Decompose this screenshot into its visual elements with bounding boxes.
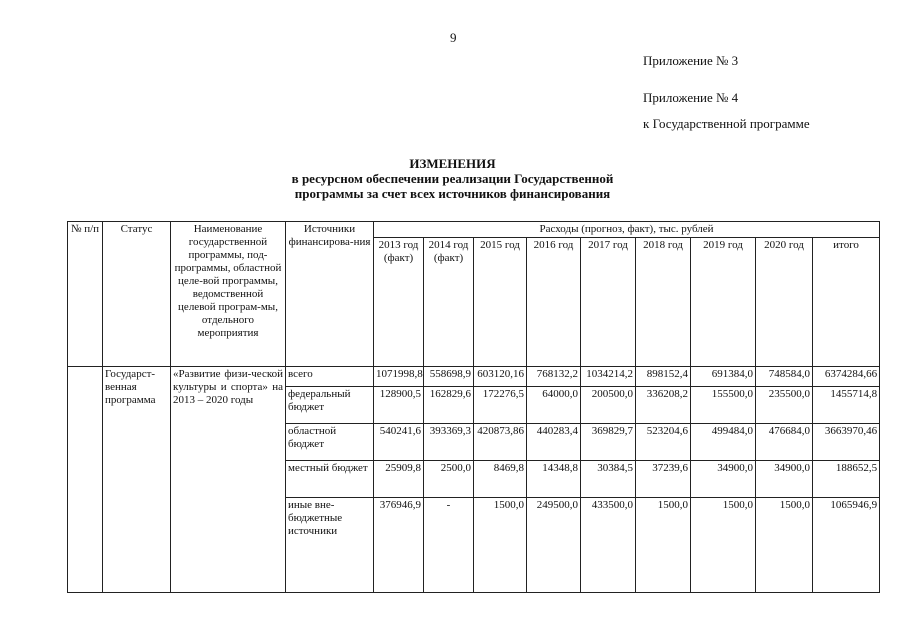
value-cell: 34900,0 [691, 461, 756, 498]
table-header-row [68, 222, 880, 238]
value-cell: 155500,0 [691, 387, 756, 424]
source-cell: иные вне-бюджетные источники [286, 498, 374, 593]
header-year: 2016 год [527, 238, 581, 367]
total-cell: 188652,5 [813, 461, 880, 498]
value-cell: 249500,0 [527, 498, 581, 593]
value-cell: 200500,0 [581, 387, 636, 424]
header-year: 2017 год [581, 238, 636, 367]
value-cell: - [424, 498, 474, 593]
value-cell: 162829,6 [424, 387, 474, 424]
header-year: 2015 год [474, 238, 527, 367]
value-cell: 64000,0 [527, 387, 581, 424]
value-cell: 476684,0 [756, 424, 813, 461]
row-number-cell [68, 367, 103, 593]
value-cell: 1500,0 [474, 498, 527, 593]
header-source: Источники финансирова-ния [286, 222, 374, 367]
source-cell: всего [286, 367, 374, 387]
value-cell: 499484,0 [691, 424, 756, 461]
value-cell: 540241,6 [374, 424, 424, 461]
document-title [100, 156, 805, 201]
annex-program-reference: к Государственной программе [643, 116, 810, 131]
header-year: 2014 год (факт) [424, 238, 474, 367]
status-cell: Государст-венная программа [103, 367, 171, 593]
value-cell: 1500,0 [691, 498, 756, 593]
title-line-3: программы за счет всех источников финансирования [294, 186, 611, 201]
total-cell: 1065946,9 [813, 498, 880, 593]
value-cell: 1500,0 [636, 498, 691, 593]
value-cell: 336208,2 [636, 387, 691, 424]
header-year: 2018 год [636, 238, 691, 367]
header-expenses: Расходы (прогноз, факт), тыс. рублей [374, 222, 880, 238]
value-cell: 768132,2 [527, 367, 581, 387]
annex-4-label: Приложение № 4 [643, 90, 739, 105]
value-cell: 898152,4 [636, 367, 691, 387]
total-cell: 3663970,46 [813, 424, 880, 461]
header-year: 2019 год [691, 238, 756, 367]
value-cell: 523204,6 [636, 424, 691, 461]
value-cell: 393369,3 [424, 424, 474, 461]
value-cell: 37239,6 [636, 461, 691, 498]
value-cell: 128900,5 [374, 387, 424, 424]
annex-3-label: Приложение № 3 [643, 53, 739, 68]
page-number: 9 [450, 30, 457, 45]
value-cell: 30384,5 [581, 461, 636, 498]
source-cell: местный бюджет [286, 461, 374, 498]
value-cell: 14348,8 [527, 461, 581, 498]
value-cell: 691384,0 [691, 367, 756, 387]
value-cell: 25909,8 [374, 461, 424, 498]
source-cell: областной бюджет [286, 424, 374, 461]
header-num: № п/п [68, 222, 103, 367]
title-line-2: в ресурсном обеспечении реализации Государственной [291, 171, 614, 186]
value-cell: 433500,0 [581, 498, 636, 593]
value-cell: 172276,5 [474, 387, 527, 424]
value-cell: 369829,7 [581, 424, 636, 461]
header-year: 2020 год [756, 238, 813, 367]
total-cell: 1455714,8 [813, 387, 880, 424]
total-cell: 6374284,66 [813, 367, 880, 387]
value-cell: 1034214,2 [581, 367, 636, 387]
table-row [68, 367, 880, 387]
header-status: Статус [103, 222, 171, 367]
value-cell: 2500,0 [424, 461, 474, 498]
value-cell: 1500,0 [756, 498, 813, 593]
value-cell: 34900,0 [756, 461, 813, 498]
value-cell: 748584,0 [756, 367, 813, 387]
header-program-name: Наименование государственной программы, под-программы, областной целе-вой программы, ведомственной целевой програм-мы, отдельного мероприятия [171, 222, 286, 367]
header-year: 2013 год (факт) [374, 238, 424, 367]
program-name-cell: «Развитие физи-ческой культуры и спорта» на 2013 – 2020 годы [171, 367, 286, 593]
value-cell: 8469,8 [474, 461, 527, 498]
value-cell: 376946,9 [374, 498, 424, 593]
value-cell: 235500,0 [756, 387, 813, 424]
value-cell: 603120,16 [474, 367, 527, 387]
resource-table [67, 221, 880, 593]
source-cell: федеральный бюджет [286, 387, 374, 424]
value-cell: 558698,9 [424, 367, 474, 387]
value-cell: 1071998,8 [374, 367, 424, 387]
header-total: итого [813, 238, 880, 367]
title-line-1: ИЗМЕНЕНИЯ [409, 156, 496, 171]
value-cell: 440283,4 [527, 424, 581, 461]
value-cell: 420873,86 [474, 424, 527, 461]
